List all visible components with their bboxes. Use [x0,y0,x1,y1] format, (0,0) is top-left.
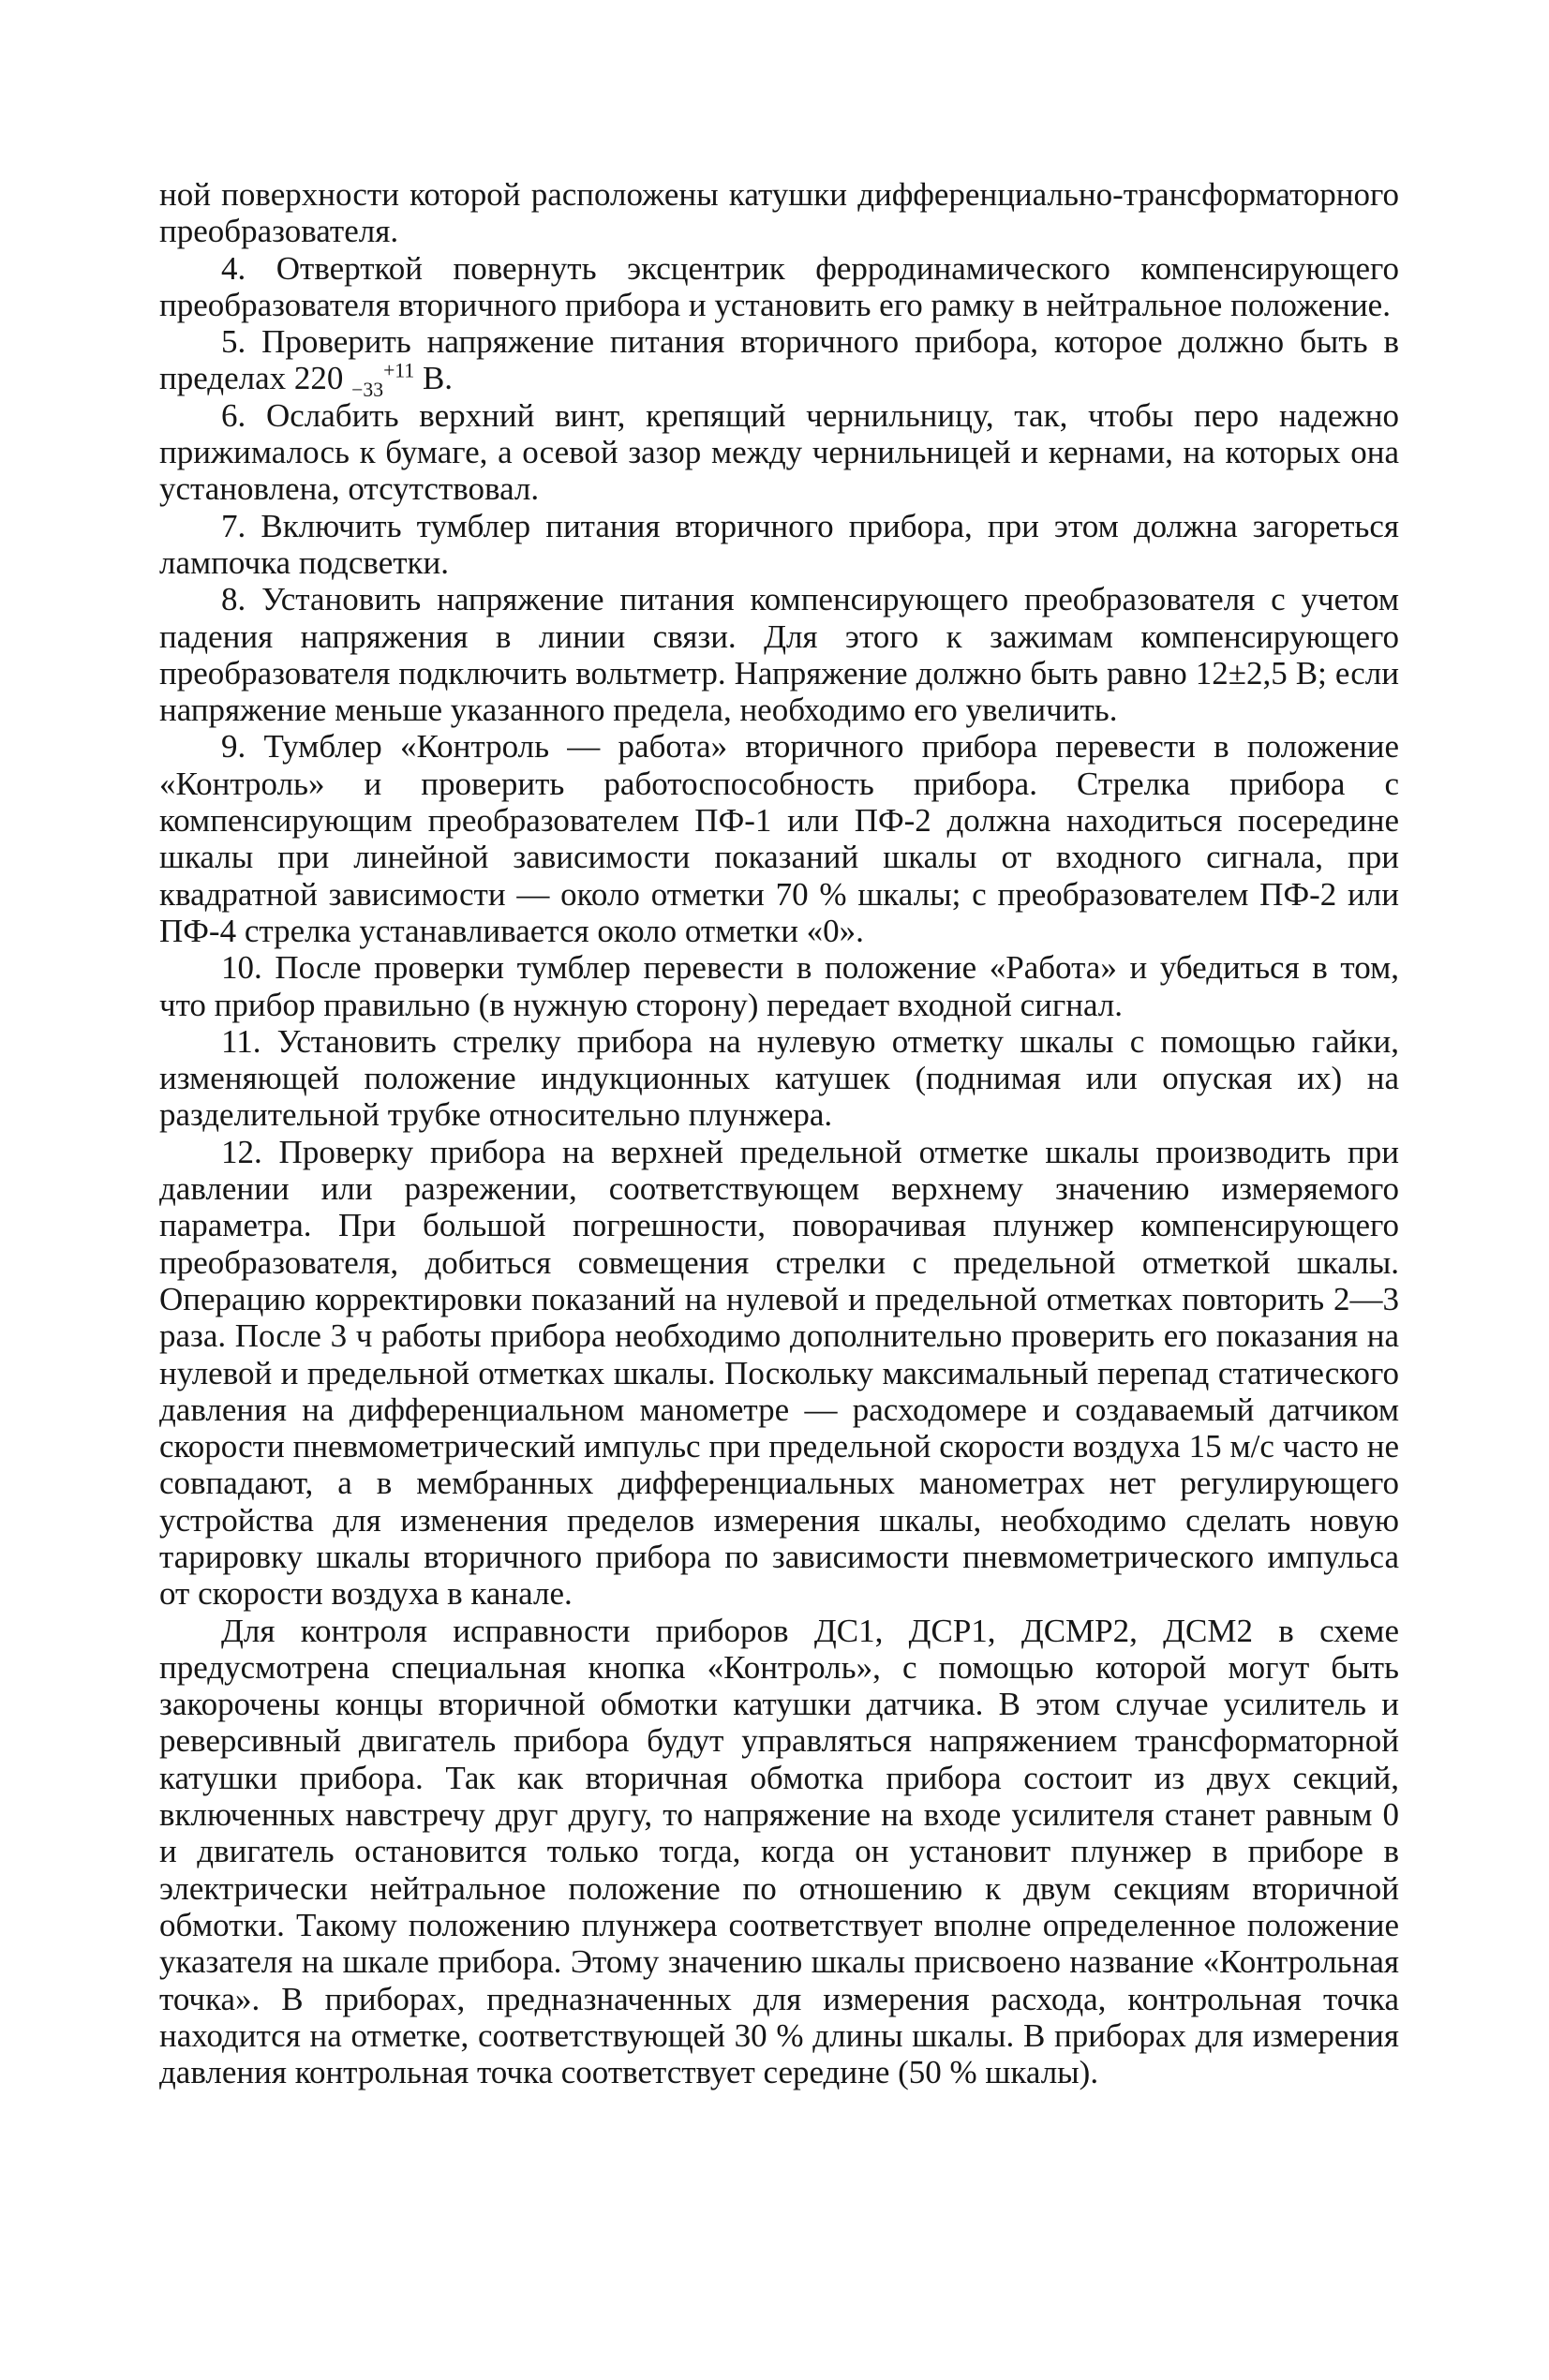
paragraph-step-6: 6. Ослабить верхний винт, крепящий чернильницу, так, чтобы перо надежно прижималось к бумаге, а осевой зазор между чернильницей и кернами, на которых она установлена, отсутствовал. [159,396,1399,508]
paragraph-control-check: Для контроля исправности приборов ДС1, ДСР1, ДСМР2, ДСМ2 в схеме предусмотрена специальная кнопка «Контроль», с помощью которой могут быть закорочены концы вторичной обмотки катушки датчика. В этом случае усилитель и реверсивный двигатель прибора будут управляться напряжением трансформаторной катушки прибора. Так как вторичная обмотка прибора состоит из двух секций, включенных навстречу друг другу, то напряжение на входе усилителя станет равным 0 и двигатель остановится только тогда, когда он установит плунжер в приборе в электрически нейтральное положение по отношению к двум секциям вторичной обмотки. Такому положению плунжера соответствует вполне определенное положение указателя на шкале прибора. Этому значению шкалы присвоено название «Контрольная точка». В приборах, предназначенных для измерения расхода, контрольная точка находится на отметке, соответствующей 30 % длины шкалы. В приборах для измерения давления контрольная точка соответствует середине (50 % шкалы). [159,1612,1399,2091]
paragraph-step-12: 12. Проверку прибора на верхней предельной отметке шкалы производить при давлении или разрежении, соответствующем верхнему значению измеряемого параметра. При большой погрешности, поворачивая плунжер компенсирующего преобразователя, добиться совмещения стрелки с предельной отметкой шкалы. Операцию корректировки показаний на нулевой и предельной отметках повторить 2—3 раза. После 3 ч работы прибора необходимо дополнительно проверить его показания на нулевой и предельной отметках шкалы. Поскольку максимальный перепад статического давления на дифференциальном манометре — расходомере и создаваемый датчиком скорости пневмометрический импульс при предельной скорости воздуха 15 м/с часто не совпадают, а в мембранных дифференциальных манометрах нет регулирующего устройства для изменения пределов измерения шкалы, необходимо сделать новую тарировку шкалы вторичного прибора по зависимости пневмометрического импульса от скорости воздуха в канале. [159,1133,1399,1613]
paragraph-continuation: ной поверхности которой расположены катушки дифференциально-трансформаторного преобразователя. [159,176,1399,250]
paragraph-step-9: 9. Тумблер «Контроль — работа» вторичного прибора перевести в положение «Контроль» и проверить работоспособность прибора. Стрелка прибора с компенсирующим преобразователем ПФ-1 или ПФ-2 должна находиться посередине шкалы при линейной зависимости показаний шкалы от входного сигнала, при квадратной зависимости — около отметки 70 % шкалы; с преобразователем ПФ-2 или ПФ-4 стрелка устанавливается около отметки «0». [159,728,1399,949]
paragraph-step-8: 8. Установить напряжение питания компенсирующего преобразователя с учетом падения напряжения в линии связи. Для этого к зажимам компенсирующего преобразователя подключить вольтметр. Напряжение должно быть равно 12±2,5 В; если напряжение меньше указанного предела, необходимо его увеличить. [159,581,1399,729]
document-body [159,176,1399,2090]
paragraph-step-4: 4. Отверткой повернуть эксцентрик ферродинамического компенсирующего преобразователя вторичного прибора и установить его рамку в нейтральное положение. [159,249,1399,323]
paragraph-step-10: 10. После проверки тумблер перевести в положение «Работа» и убедиться в том, что прибор правильно (в нужную сторону) передает входной сигнал. [159,949,1399,1023]
paragraph-step-5 [159,323,1399,402]
step-5-text: 5. Проверить напряжение питания вторичного прибора, которое должно быть в пределах 220 [159,323,1399,397]
paragraph-step-11: 11. Установить стрелку прибора на нулевую отметку шкалы с помощью гайки, изменяющей положение индукционных катушек (поднимая или опуская их) на разделительной трубке относительно плунжера. [159,1022,1399,1134]
step-5-unit: В. [414,360,454,397]
paragraph-step-7: 7. Включить тумблер питания вторичного прибора, при этом должна загореться лампочка подсветки. [159,507,1399,581]
voltage-upper-tolerance: +11 [383,359,415,382]
voltage-lower-tolerance: −33 [351,379,384,402]
